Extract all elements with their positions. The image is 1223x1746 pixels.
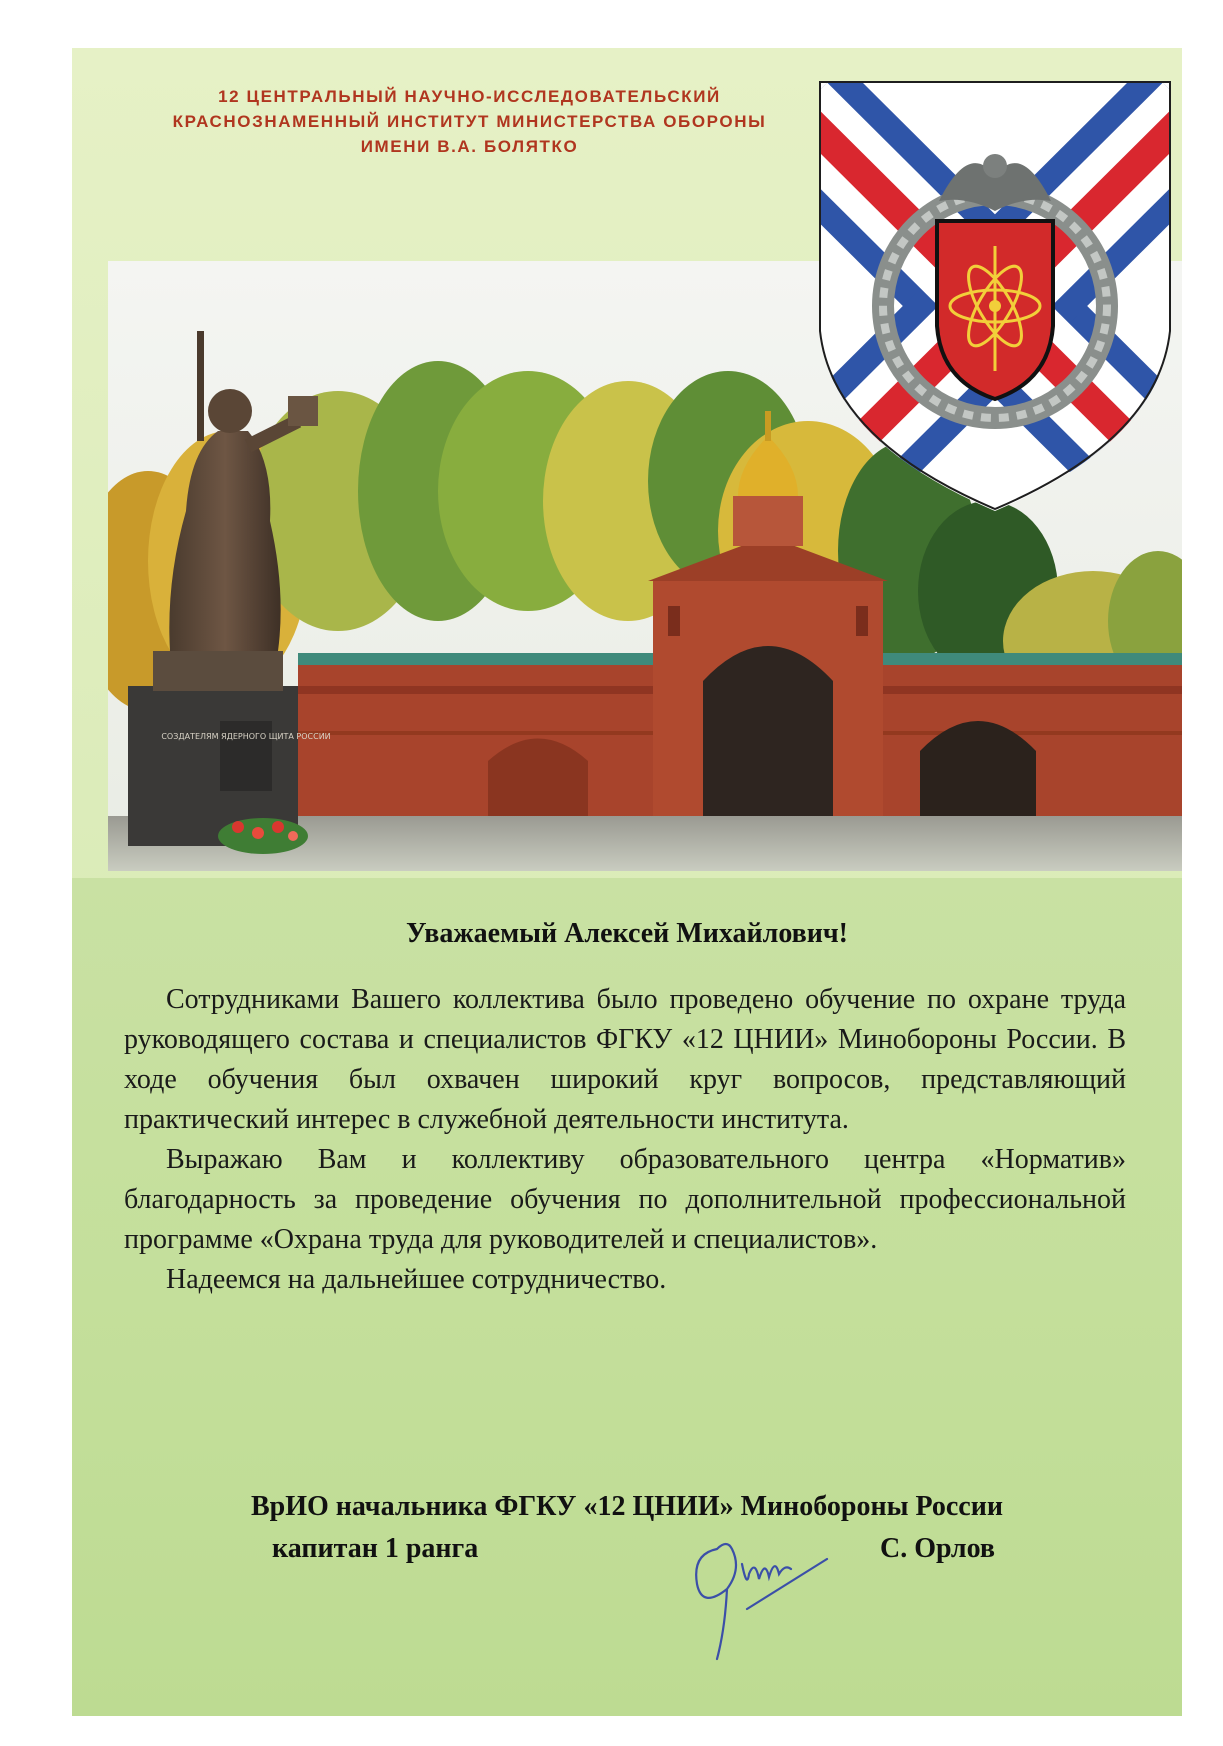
letter-panel [72, 878, 1182, 1716]
letter-paragraph-2: Выражаю Вам и коллективу образовательного центра «Норматив» благодарность за проведение обучения по дополнительной профессиональной программе «Охрана труда для руководителей и специалистов». [124, 1144, 1126, 1255]
institute-emblem [819, 81, 1171, 511]
header-line-1: 12 ЦЕНТРАЛЬНЫЙ НАУЧНО-ИССЛЕДОВАТЕЛЬСКИЙ [218, 87, 721, 106]
institute-header [72, 84, 867, 159]
handwritten-signature [687, 1529, 837, 1664]
monument-plaque-text: СОЗДАТЕЛЯМ ЯДЕРНОГО ЩИТА РОССИИ [161, 732, 331, 741]
header-line-3: ИМЕНИ В.А. БОЛЯТКО [360, 137, 579, 156]
letter-paragraph-1: Сотрудниками Вашего коллектива было проведено обучение по охране труда руководящего состава и специалистов ФГКУ «12 ЦНИИ» Минобороны России. В ходе обучения был охвачен широкий круг вопросов, представляющий практический интерес в служебной деятельности института. [124, 984, 1126, 1135]
letter-paragraph-3: Надеемся на дальнейшее сотрудничество. [166, 1264, 667, 1295]
letter-greeting: Уважаемый Алексей Михайлович! [406, 918, 848, 949]
certificate-sheet [72, 48, 1182, 1716]
letter-body [124, 980, 1126, 1300]
signatory-rank: капитан 1 ранга [272, 1533, 479, 1564]
signatory-position: ВрИО начальника ФГКУ «12 ЦНИИ» Минобороны России [250, 1491, 1004, 1522]
signatory-name: С. Орлов [880, 1533, 996, 1564]
header-line-2: КРАСНОЗНАМЕННЫЙ ИНСТИТУТ МИНИСТЕРСТВА ОБОРОНЫ [172, 112, 767, 131]
